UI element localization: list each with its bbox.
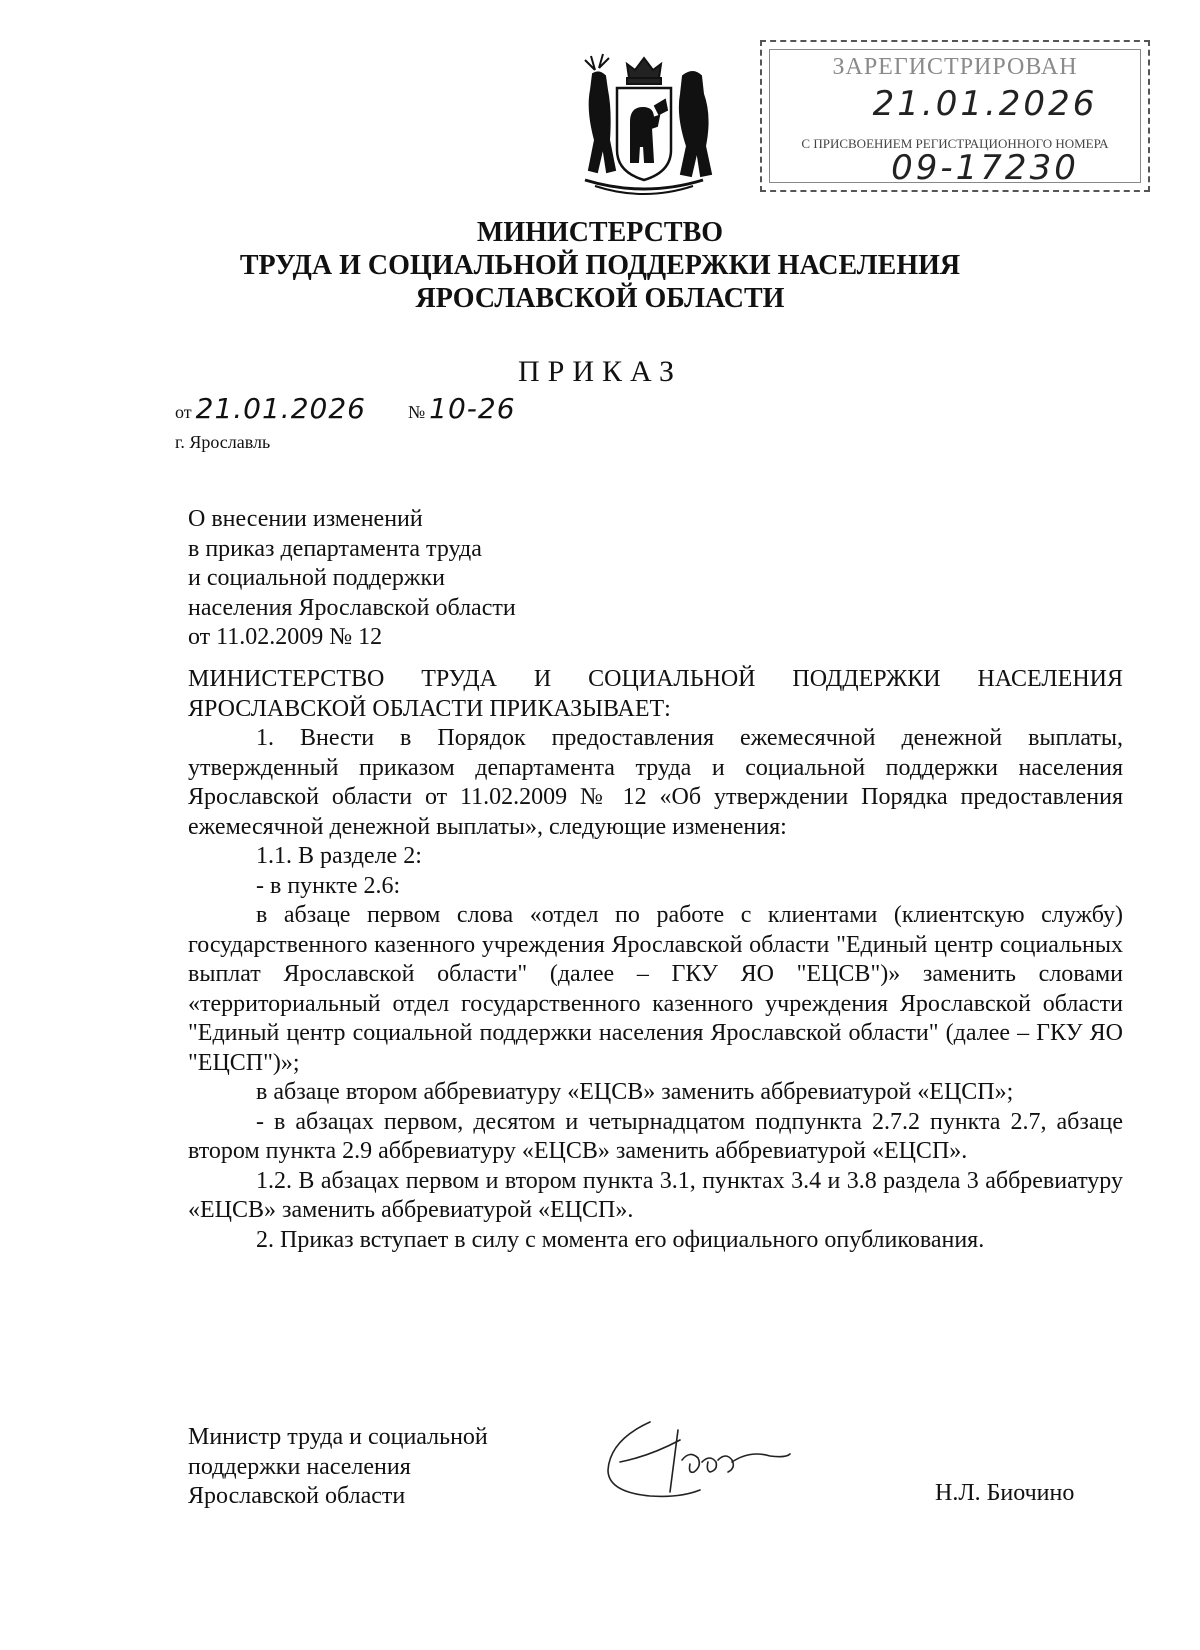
title-line: О внесении изменений <box>188 506 423 532</box>
from-label: от <box>175 402 192 422</box>
document-type: ПРИКАЗ <box>518 355 682 388</box>
paragraph-item-2-6: - в пункте 2.6: <box>256 872 401 899</box>
handwritten-signature <box>590 1400 810 1510</box>
signer-name: Н.Л. Биочино <box>935 1480 1075 1506</box>
stamp-registration-number: 09-17230 <box>891 148 1079 188</box>
paragraph-abzac-2: в абзаце втором аббревиатуру «ЕЦСВ» заменить аббревиатурой «ЕЦСП»; <box>256 1079 1014 1105</box>
stamp-title: ЗАРЕГИСТРИРОВАН <box>832 54 1078 80</box>
preamble: МИНИСТЕРСТВО ТРУДА И СОЦИАЛЬНОЙ ПОДДЕРЖКИ НАСЕЛЕНИЯ ЯРОСЛАВСКОЙ ОБЛАСТИ ПРИКАЗЫВАЕТ: <box>188 666 1123 722</box>
signer-position-line: Министр труда и социальной <box>188 1424 488 1450</box>
stamp-subtitle: С ПРИСВОЕНИЕМ РЕГИСТРАЦИОННОГО НОМЕРА <box>801 136 1109 151</box>
signer-position-line: поддержки населения <box>188 1453 411 1480</box>
number-label: № <box>407 402 426 422</box>
paragraph-abzac-1: в абзаце первом слова «отдел по работе с клиентами (клиентскую службу) государственного казенного учреждения Ярославской области "Единый центр социальных выплат Ярославской области" (далее – ГКУ ЯО "ЕЦСВ")» заменить словами «территориальный отдел государственного казенного учреждения Ярославской области "Единый центр социальной поддержки населения Ярославской области" (далее – ГКУ ЯО "ЕЦСП")»; <box>188 902 1123 1076</box>
ministry-header-line-3: ЯРОСЛАВСКОЙ ОБЛАСТИ <box>415 283 785 314</box>
signer-position-line: Ярославской области <box>188 1483 406 1509</box>
paragraph-1-2: 1.2. В абзацах первом и втором пункта 3.1, пунктах 3.4 и 3.8 раздела 3 аббревиатуру «ЕЦСВ» заменить аббревиатурой «ЕЦСП». <box>188 1167 1123 1223</box>
order-date: 21.01.2026 <box>195 392 366 425</box>
title-line: и социальной поддержки <box>188 565 445 591</box>
paragraph-item-2-7: - в абзацах первом, десятом и четырнадцатом подпункта 2.7.2 пункта 2.7, абзаце втором пункта 2.9 аббревиатуру «ЕЦСВ» заменить аббревиатурой «ЕЦСП». <box>188 1108 1123 1164</box>
city: г. Ярославль <box>175 432 271 452</box>
order-number: 10-26 <box>429 392 516 425</box>
registration-stamp <box>760 40 1150 192</box>
paragraph-1-1: 1.1. В разделе 2: <box>256 843 422 869</box>
order-date-number-line <box>175 392 516 425</box>
coat-of-arms-emblem <box>565 50 723 200</box>
stamp-inner-frame <box>769 49 1141 188</box>
document-title <box>188 505 668 653</box>
paragraph-2: 2. Приказ вступает в силу с момента его официального опубликования. <box>256 1226 985 1253</box>
document-body <box>188 665 1123 1255</box>
title-line: от 11.02.2009 № 12 <box>188 624 383 650</box>
stamp-date: 21.01.2026 <box>872 84 1098 124</box>
ministry-header-line-2: ТРУДА И СОЦИАЛЬНОЙ ПОДДЕРЖКИ НАСЕЛЕНИЯ <box>239 250 961 281</box>
paragraph-1: 1. Внести в Порядок предоставления ежемесячной денежной выплаты, утвержденный приказом департамента труда и социальной поддержки населения Ярославской области от 11.02.2009 № 12 «Об утверждении Порядка предоставления ежемесячной денежной выплаты», следующие изменения: <box>188 725 1123 840</box>
title-line: населения Ярославской области <box>188 594 516 621</box>
title-line: в приказ департамента труда <box>188 535 482 562</box>
ministry-header-line-1: МИНИСТЕРСТВО <box>476 217 724 248</box>
